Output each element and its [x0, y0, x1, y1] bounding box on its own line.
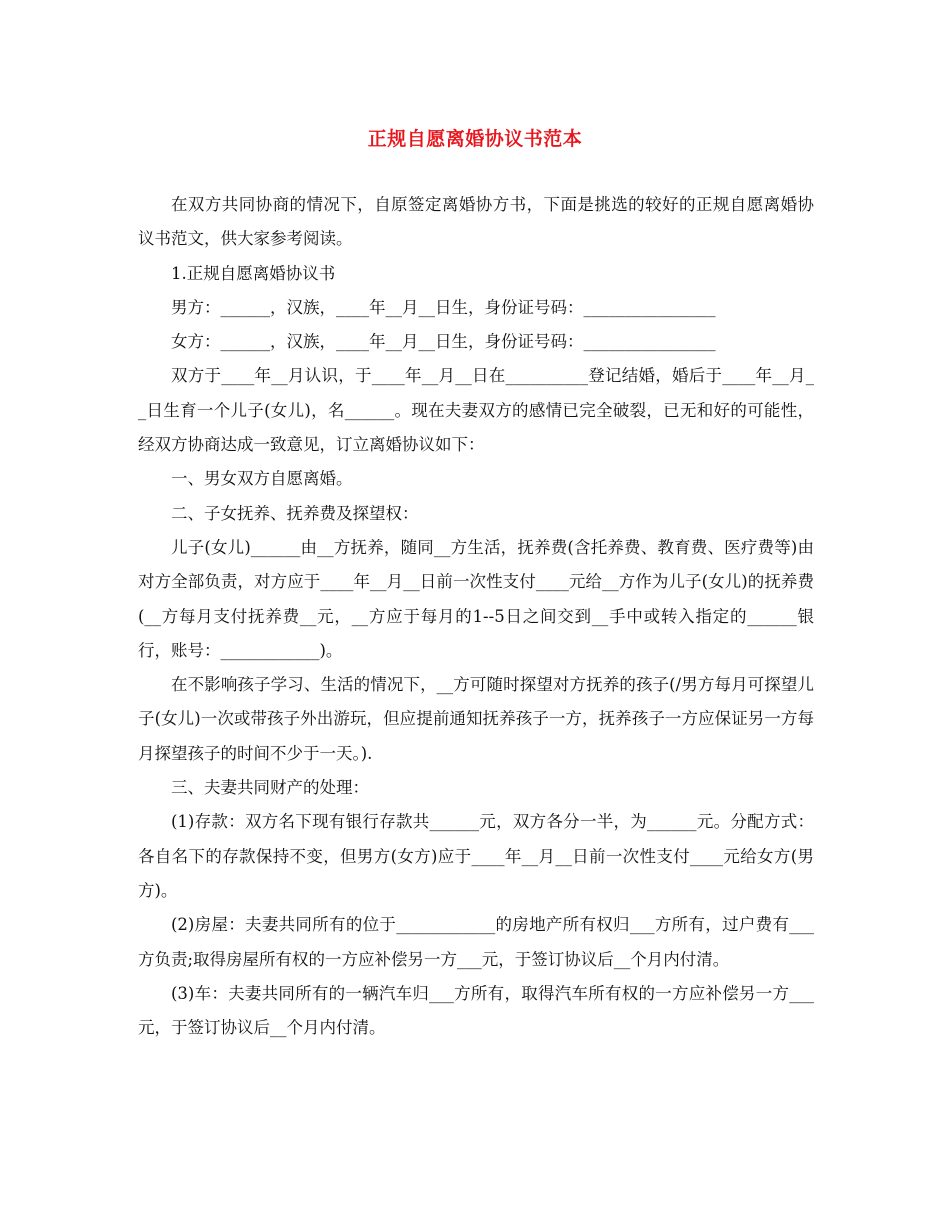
paragraph-car: (3)车：夫妻共同所有的一辆汽车归___方所有，取得汽车所有权的一方应补偿另一方___元，于签订协议后__个月内付清。	[138, 983, 814, 1038]
paragraph-clause-2: 二、子女抚养、抚养费及探望权：	[171, 503, 419, 523]
paragraph-heading-1: 1.正规自愿离婚协议书	[171, 263, 336, 283]
paragraph-deposits: (1)存款：双方名下现有银行存款共______元，双方各分一半，为______元。分配方式：各自名下的存款保持不变，但男方(女方)应于____年__月__日前一次性支付____元给女方(男方)。	[138, 812, 814, 900]
paragraph-clause-1: 一、男女双方自愿离婚。	[171, 469, 353, 489]
document-body	[138, 188, 814, 1045]
paragraph-house: (2)房屋：夫妻共同所有的位于____________的房地产所有权归___方所有，过户费有___方负责;取得房屋所有权的一方应补偿另一方___元，于签订协议后__个月内付清。	[138, 915, 814, 969]
paragraph-child-support: 儿子(女儿)______由__方抚养，随同__方生活，抚养费(含托养费、教育费、医疗费等)由对方全部负责，对方应于____年__月__日前一次性支付____元给__方作为儿子(女儿)的抚养费(__方每月支付抚养费__元，__方应于每月的1--5日之间交到__手中或转入指定的______银行，账号：____________)。	[138, 537, 814, 660]
paragraph-clause-3: 三、夫妻共同财产的处理：	[171, 778, 369, 798]
paragraph-visitation: 在不影响孩子学习、生活的情况下，__方可随时探望对方抚养的孩子(/男方每月可探望儿子(女儿)一次或带孩子外出游玩，但应提前通知抚养孩子一方，抚养孩子一方应保证另一方每月探望孩子的时间不少于一天。).	[138, 675, 814, 763]
paragraph-marriage-info: 双方于____年__月认识，于____年__月__日在__________登记结婚，婚后于____年__月__日生育一个儿子(女儿)，名______。现在夫妻双方的感情已完全破裂，已无和好的可能性，经双方协商达成一致意见，订立离婚协议如下：	[138, 366, 814, 455]
paragraph-female-party: 女方：______，汉族，____年__月__日生，身份证号码：________________	[171, 332, 716, 352]
document-title: 正规自愿离婚协议书范本	[367, 128, 583, 150]
paragraph-male-party: 男方：______，汉族，____年__月__日生，身份证号码：________________	[171, 297, 716, 317]
paragraph-intro: 在双方共同协商的情况下，自原签定离婚协方书，下面是挑选的较好的正规自愿离婚协议书范文，供大家参考阅读。	[138, 195, 814, 249]
